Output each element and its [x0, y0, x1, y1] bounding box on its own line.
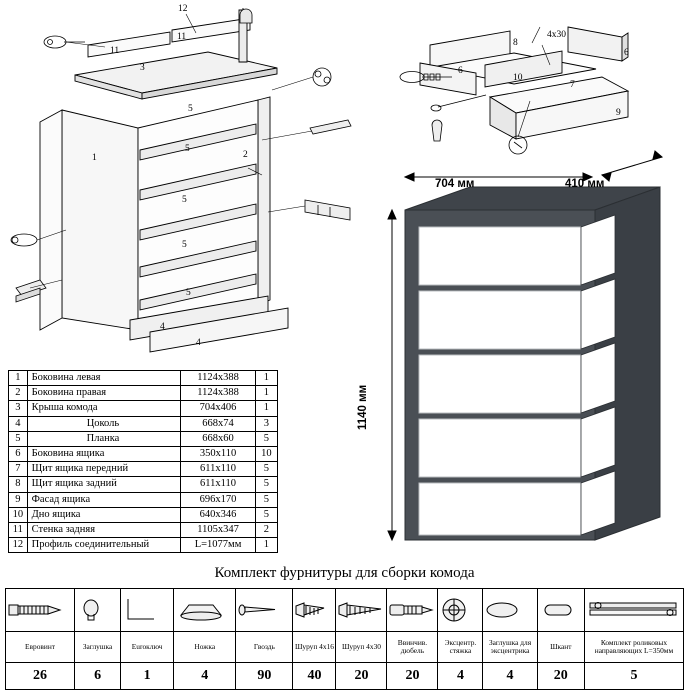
part-qty: 1 [255, 371, 277, 386]
cap-icon [75, 589, 121, 632]
table-row [9, 477, 278, 492]
hardware-name: Заглушка [75, 632, 121, 663]
part-name: Боковина правая [27, 386, 181, 401]
hardware-name: Эксцентр. стяжка [438, 632, 483, 663]
hardware-count: 40 [293, 663, 336, 690]
part-size: 668x60 [181, 431, 255, 446]
part-qty: 5 [255, 431, 277, 446]
part-name: Щит ящика передний [27, 462, 181, 477]
part-number: 5 [9, 431, 28, 446]
exploded-view-drawer [390, 5, 680, 160]
hardware-count: 5 [584, 663, 683, 690]
part-name: Цоколь [27, 416, 181, 431]
allen-key-icon [121, 589, 174, 632]
callout-4-b: 4 [196, 338, 201, 348]
callout-6-right: 6 [624, 48, 629, 58]
callout-9: 9 [616, 108, 621, 118]
table-row [9, 447, 278, 462]
dowel-icon [387, 589, 438, 632]
hardware-name: Ввинчив. дюбель [387, 632, 438, 663]
callout-4-a: 4 [160, 322, 165, 332]
parts-table [8, 370, 278, 553]
part-size: 1124x388 [181, 371, 255, 386]
part-number: 2 [9, 386, 28, 401]
callout-10: 10 [513, 73, 523, 83]
dowel-pin-icon [537, 589, 584, 632]
part-name: Крыша комода [27, 401, 181, 416]
part-number: 4 [9, 416, 28, 431]
part-name: Стенка задняя [27, 523, 181, 538]
callout-1: 1 [92, 153, 97, 163]
screw-4x16-icon [293, 589, 336, 632]
hardware-name: Шкант [537, 632, 584, 663]
callout-12: 12 [178, 4, 188, 14]
height-dimension-label: 1140 мм [357, 384, 369, 430]
table-row [9, 431, 278, 446]
callout-11-b: 11 [177, 32, 187, 42]
part-number: 6 [9, 447, 28, 462]
hardware-count: 20 [336, 663, 387, 690]
callout-5-e: 5 [186, 288, 191, 298]
eccentric-cap-icon [483, 589, 537, 632]
euro-screw-icon [6, 589, 75, 632]
table-row [9, 386, 278, 401]
hardware-count: 4 [174, 663, 236, 690]
hardware-table [5, 588, 684, 690]
table-row [9, 416, 278, 431]
part-size: 350x110 [181, 447, 255, 462]
leg-icon [174, 589, 236, 632]
part-number: 3 [9, 401, 28, 416]
part-size: 611x110 [181, 462, 255, 477]
part-qty: 10 [255, 447, 277, 462]
part-qty: 1 [255, 386, 277, 401]
part-qty: 1 [255, 401, 277, 416]
hardware-count: 1 [121, 663, 174, 690]
nail-icon [236, 589, 293, 632]
hardware-count: 20 [537, 663, 584, 690]
exploded-view-carcass [0, 0, 350, 365]
hardware-count: 90 [236, 663, 293, 690]
part-qty: 3 [255, 416, 277, 431]
part-number: 8 [9, 477, 28, 492]
part-qty: 5 [255, 462, 277, 477]
hardware-count: 26 [6, 663, 75, 690]
table-row [9, 401, 278, 416]
table-row [9, 523, 278, 538]
part-number: 12 [9, 538, 28, 553]
dresser-3d-view [370, 165, 680, 560]
part-name: Боковина ящика [27, 447, 181, 462]
part-size: 611x110 [181, 477, 255, 492]
callout-5-c: 5 [182, 195, 187, 205]
table-row [9, 507, 278, 522]
part-qty: 5 [255, 492, 277, 507]
part-size: 1105x347 [181, 523, 255, 538]
part-name: Фасад ящика [27, 492, 181, 507]
width-dimension-label: 704 мм [435, 178, 475, 190]
part-number: 11 [9, 523, 28, 538]
callout-11-a: 11 [110, 46, 120, 56]
screw-4x30-icon [336, 589, 387, 632]
callout-8: 8 [513, 38, 518, 48]
callout-5-d: 5 [182, 240, 187, 250]
part-qty: 5 [255, 507, 277, 522]
hardware-name: Шуруп 4х30 [336, 632, 387, 663]
part-name: Планка [27, 431, 181, 446]
table-row [9, 462, 278, 477]
part-name: Щит ящика задний [27, 477, 181, 492]
hardware-name: Евровинт [6, 632, 75, 663]
slide-rail-icon [584, 589, 683, 632]
callout-5-b: 5 [185, 144, 190, 154]
table-row [9, 492, 278, 507]
hardware-name: Шуруп 4х16 [293, 632, 336, 663]
part-size: 696x170 [181, 492, 255, 507]
part-number: 1 [9, 371, 28, 386]
callout-4x30: 4х30 [547, 30, 566, 40]
hardware-count: 6 [75, 663, 121, 690]
callout-2: 2 [243, 150, 248, 160]
part-size: 1124x388 [181, 386, 255, 401]
hardware-section-title: Комплект фурнитуры для сборки комода [214, 565, 475, 581]
table-row [9, 371, 278, 386]
hardware-name: Комплект роликовых направляющих L=350мм [584, 632, 683, 663]
hardware-name: Euroключ [121, 632, 174, 663]
part-qty: 5 [255, 477, 277, 492]
part-number: 9 [9, 492, 28, 507]
eccentric-icon [438, 589, 483, 632]
part-name: Дно ящика [27, 507, 181, 522]
table-row [9, 538, 278, 553]
callout-5-a: 5 [188, 104, 193, 114]
part-name: Профиль соединительный [27, 538, 181, 553]
part-name: Боковина левая [27, 371, 181, 386]
hardware-count: 4 [483, 663, 537, 690]
callout-6-left: 6 [458, 66, 463, 76]
hardware-count: 20 [387, 663, 438, 690]
part-number: 7 [9, 462, 28, 477]
part-size: L=1077мм [181, 538, 255, 553]
hardware-name: Ножка [174, 632, 236, 663]
hardware-name: Заглушка для эксцентрика [483, 632, 537, 663]
part-qty: 1 [255, 538, 277, 553]
depth-dimension-label: 410 мм [565, 178, 605, 190]
part-size: 704x406 [181, 401, 255, 416]
part-number: 10 [9, 507, 28, 522]
part-size: 640x346 [181, 507, 255, 522]
callout-3: 3 [140, 63, 145, 73]
part-size: 668x74 [181, 416, 255, 431]
part-qty: 2 [255, 523, 277, 538]
hardware-name: Гвоздь [236, 632, 293, 663]
callout-7: 7 [570, 80, 575, 90]
hardware-count: 4 [438, 663, 483, 690]
